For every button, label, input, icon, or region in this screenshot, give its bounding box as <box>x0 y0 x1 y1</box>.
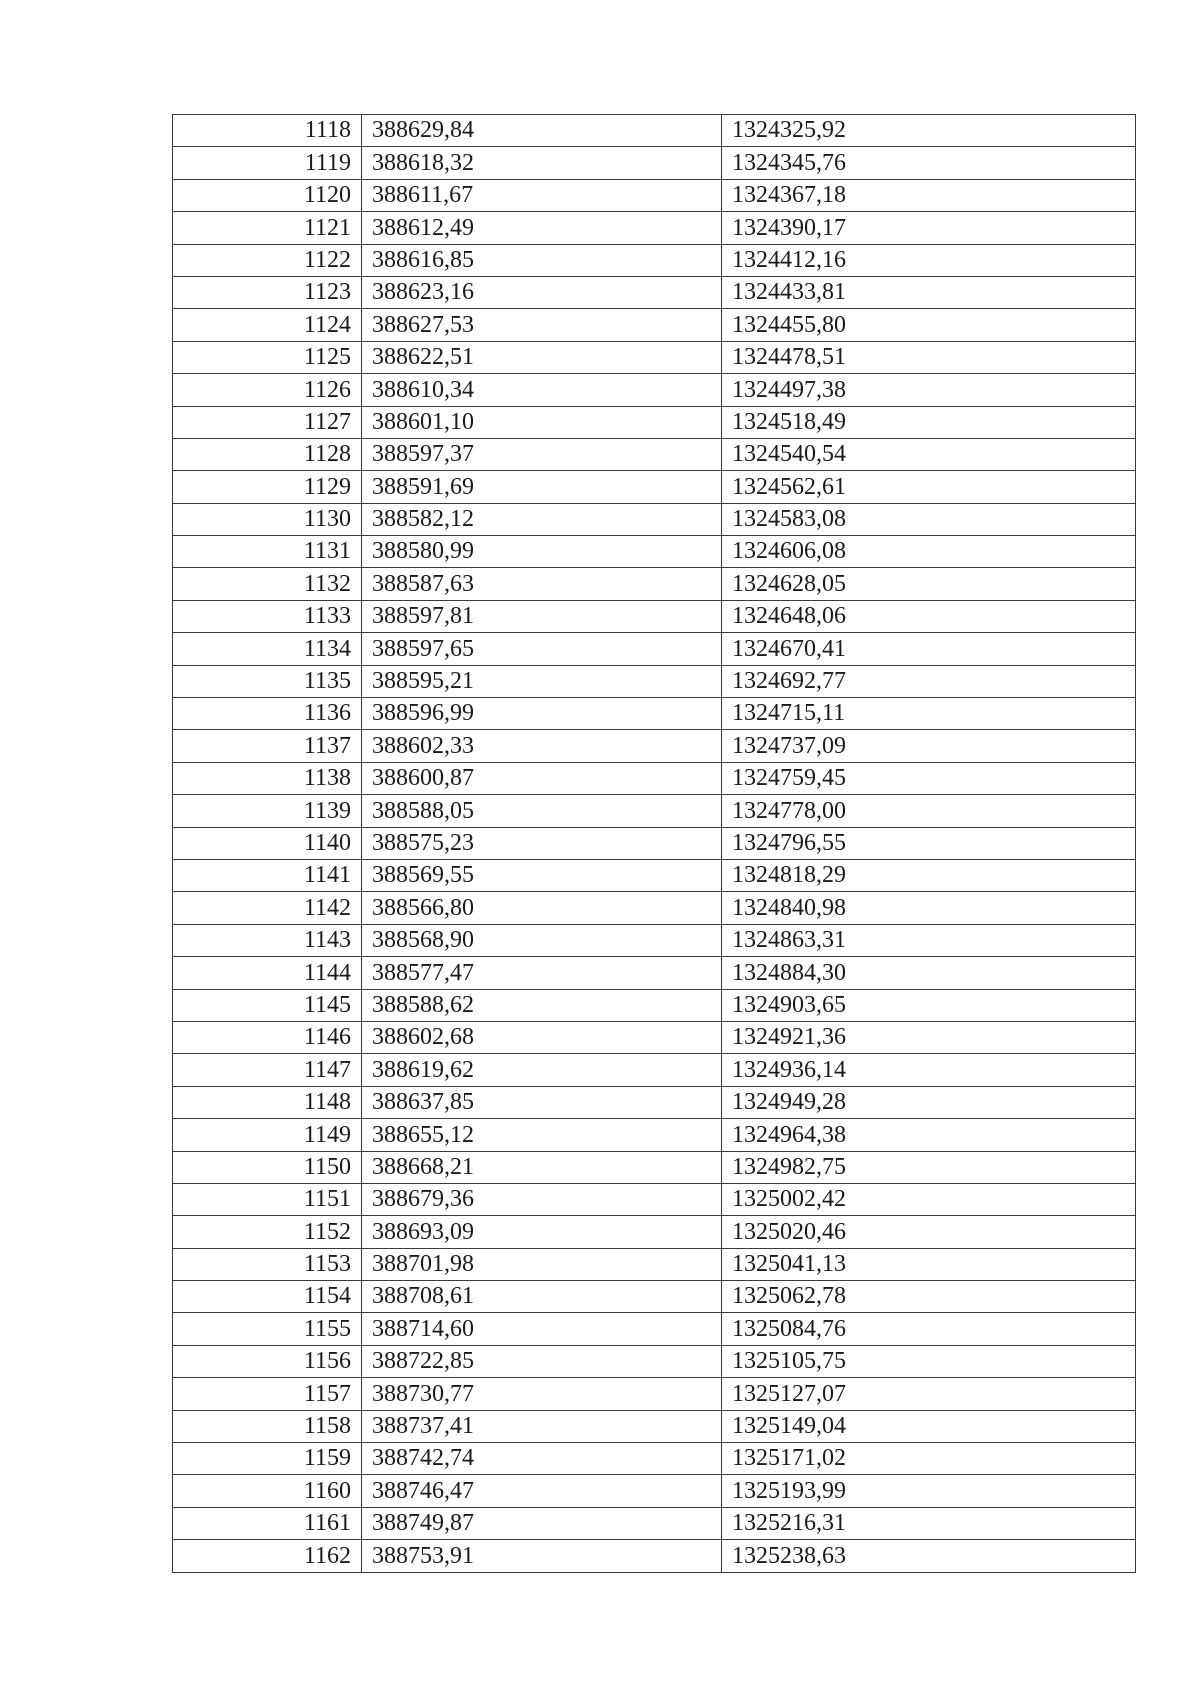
point-number-cell: 1149 <box>173 1119 362 1151</box>
table-row <box>173 1443 1136 1475</box>
y-coordinate-cell: 1324964,38 <box>722 1119 1136 1151</box>
point-number-cell: 1118 <box>173 115 362 147</box>
point-number-cell: 1128 <box>173 438 362 470</box>
point-number-cell: 1123 <box>173 276 362 308</box>
table-row <box>173 179 1136 211</box>
x-coordinate-cell: 388575,23 <box>362 827 722 859</box>
table-row <box>173 892 1136 924</box>
table-row <box>173 989 1136 1021</box>
y-coordinate-cell: 1324778,00 <box>722 795 1136 827</box>
x-coordinate-cell: 388637,85 <box>362 1086 722 1118</box>
x-coordinate-cell: 388722,85 <box>362 1345 722 1377</box>
table-row <box>173 924 1136 956</box>
y-coordinate-cell: 1325002,42 <box>722 1183 1136 1215</box>
y-coordinate-cell: 1325171,02 <box>722 1443 1136 1475</box>
point-number-cell: 1126 <box>173 374 362 406</box>
point-number-cell: 1132 <box>173 568 362 600</box>
point-number-cell: 1122 <box>173 244 362 276</box>
x-coordinate-cell: 388566,80 <box>362 892 722 924</box>
y-coordinate-cell: 1324628,05 <box>722 568 1136 600</box>
point-number-cell: 1160 <box>173 1475 362 1507</box>
table-row <box>173 730 1136 762</box>
table-row <box>173 212 1136 244</box>
table-row <box>173 406 1136 438</box>
point-number-cell: 1150 <box>173 1151 362 1183</box>
coordinates-table-body <box>173 115 1136 1573</box>
x-coordinate-cell: 388591,69 <box>362 471 722 503</box>
point-number-cell: 1135 <box>173 665 362 697</box>
table-row <box>173 600 1136 632</box>
y-coordinate-cell: 1324796,55 <box>722 827 1136 859</box>
table-row <box>173 438 1136 470</box>
y-coordinate-cell: 1324345,76 <box>722 147 1136 179</box>
y-coordinate-cell: 1324648,06 <box>722 600 1136 632</box>
x-coordinate-cell: 388595,21 <box>362 665 722 697</box>
table-row <box>173 762 1136 794</box>
point-number-cell: 1158 <box>173 1410 362 1442</box>
x-coordinate-cell: 388714,60 <box>362 1313 722 1345</box>
table-row <box>173 503 1136 535</box>
point-number-cell: 1154 <box>173 1281 362 1313</box>
table-row <box>173 957 1136 989</box>
x-coordinate-cell: 388623,16 <box>362 276 722 308</box>
x-coordinate-cell: 388597,65 <box>362 633 722 665</box>
point-number-cell: 1127 <box>173 406 362 438</box>
y-coordinate-cell: 1324737,09 <box>722 730 1136 762</box>
y-coordinate-cell: 1324936,14 <box>722 1054 1136 1086</box>
x-coordinate-cell: 388753,91 <box>362 1540 722 1572</box>
x-coordinate-cell: 388742,74 <box>362 1443 722 1475</box>
y-coordinate-cell: 1324390,17 <box>722 212 1136 244</box>
point-number-cell: 1139 <box>173 795 362 827</box>
x-coordinate-cell: 388588,62 <box>362 989 722 1021</box>
x-coordinate-cell: 388577,47 <box>362 957 722 989</box>
point-number-cell: 1161 <box>173 1507 362 1539</box>
y-coordinate-cell: 1324818,29 <box>722 859 1136 891</box>
x-coordinate-cell: 388580,99 <box>362 536 722 568</box>
point-number-cell: 1137 <box>173 730 362 762</box>
point-number-cell: 1138 <box>173 762 362 794</box>
table-row <box>173 374 1136 406</box>
y-coordinate-cell: 1325193,99 <box>722 1475 1136 1507</box>
y-coordinate-cell: 1324478,51 <box>722 341 1136 373</box>
y-coordinate-cell: 1325020,46 <box>722 1216 1136 1248</box>
x-coordinate-cell: 388568,90 <box>362 924 722 956</box>
point-number-cell: 1142 <box>173 892 362 924</box>
table-row <box>173 1507 1136 1539</box>
point-number-cell: 1146 <box>173 1021 362 1053</box>
y-coordinate-cell: 1324540,54 <box>722 438 1136 470</box>
point-number-cell: 1157 <box>173 1378 362 1410</box>
x-coordinate-cell: 388616,85 <box>362 244 722 276</box>
point-number-cell: 1151 <box>173 1183 362 1215</box>
point-number-cell: 1145 <box>173 989 362 1021</box>
x-coordinate-cell: 388746,47 <box>362 1475 722 1507</box>
y-coordinate-cell: 1324412,16 <box>722 244 1136 276</box>
point-number-cell: 1134 <box>173 633 362 665</box>
y-coordinate-cell: 1324367,18 <box>722 179 1136 211</box>
point-number-cell: 1130 <box>173 503 362 535</box>
y-coordinate-cell: 1324670,41 <box>722 633 1136 665</box>
table-row <box>173 536 1136 568</box>
point-number-cell: 1152 <box>173 1216 362 1248</box>
x-coordinate-cell: 388600,87 <box>362 762 722 794</box>
table-row <box>173 827 1136 859</box>
y-coordinate-cell: 1324606,08 <box>722 536 1136 568</box>
point-number-cell: 1159 <box>173 1443 362 1475</box>
y-coordinate-cell: 1324759,45 <box>722 762 1136 794</box>
y-coordinate-cell: 1324921,36 <box>722 1021 1136 1053</box>
table-row <box>173 244 1136 276</box>
point-number-cell: 1162 <box>173 1540 362 1572</box>
y-coordinate-cell: 1325105,75 <box>722 1345 1136 1377</box>
y-coordinate-cell: 1324903,65 <box>722 989 1136 1021</box>
x-coordinate-cell: 388668,21 <box>362 1151 722 1183</box>
table-row <box>173 665 1136 697</box>
point-number-cell: 1155 <box>173 1313 362 1345</box>
point-number-cell: 1124 <box>173 309 362 341</box>
x-coordinate-cell: 388627,53 <box>362 309 722 341</box>
x-coordinate-cell: 388611,67 <box>362 179 722 211</box>
x-coordinate-cell: 388597,37 <box>362 438 722 470</box>
y-coordinate-cell: 1325216,31 <box>722 1507 1136 1539</box>
y-coordinate-cell: 1324325,92 <box>722 115 1136 147</box>
table-row <box>173 568 1136 600</box>
x-coordinate-cell: 388619,62 <box>362 1054 722 1086</box>
x-coordinate-cell: 388587,63 <box>362 568 722 600</box>
table-row <box>173 1054 1136 1086</box>
table-row <box>173 1183 1136 1215</box>
x-coordinate-cell: 388622,51 <box>362 341 722 373</box>
y-coordinate-cell: 1324562,61 <box>722 471 1136 503</box>
x-coordinate-cell: 388679,36 <box>362 1183 722 1215</box>
point-number-cell: 1125 <box>173 341 362 373</box>
table-row <box>173 309 1136 341</box>
point-number-cell: 1121 <box>173 212 362 244</box>
table-row <box>173 698 1136 730</box>
y-coordinate-cell: 1325084,76 <box>722 1313 1136 1345</box>
point-number-cell: 1147 <box>173 1054 362 1086</box>
y-coordinate-cell: 1325127,07 <box>722 1378 1136 1410</box>
x-coordinate-cell: 388588,05 <box>362 795 722 827</box>
table-row <box>173 1410 1136 1442</box>
point-number-cell: 1129 <box>173 471 362 503</box>
x-coordinate-cell: 388602,33 <box>362 730 722 762</box>
table-row <box>173 1540 1136 1572</box>
y-coordinate-cell: 1324433,81 <box>722 276 1136 308</box>
x-coordinate-cell: 388749,87 <box>362 1507 722 1539</box>
point-number-cell: 1136 <box>173 698 362 730</box>
point-number-cell: 1119 <box>173 147 362 179</box>
table-row <box>173 341 1136 373</box>
point-number-cell: 1140 <box>173 827 362 859</box>
x-coordinate-cell: 388610,34 <box>362 374 722 406</box>
x-coordinate-cell: 388601,10 <box>362 406 722 438</box>
x-coordinate-cell: 388597,81 <box>362 600 722 632</box>
x-coordinate-cell: 388582,12 <box>362 503 722 535</box>
x-coordinate-cell: 388596,99 <box>362 698 722 730</box>
point-number-cell: 1133 <box>173 600 362 632</box>
table-row <box>173 1475 1136 1507</box>
x-coordinate-cell: 388730,77 <box>362 1378 722 1410</box>
x-coordinate-cell: 388655,12 <box>362 1119 722 1151</box>
y-coordinate-cell: 1324863,31 <box>722 924 1136 956</box>
point-number-cell: 1156 <box>173 1345 362 1377</box>
x-coordinate-cell: 388737,41 <box>362 1410 722 1442</box>
y-coordinate-cell: 1325238,63 <box>722 1540 1136 1572</box>
table-row <box>173 1021 1136 1053</box>
x-coordinate-cell: 388612,49 <box>362 212 722 244</box>
point-number-cell: 1141 <box>173 859 362 891</box>
table-row <box>173 1216 1136 1248</box>
table-row <box>173 276 1136 308</box>
table-row <box>173 1345 1136 1377</box>
y-coordinate-cell: 1325149,04 <box>722 1410 1136 1442</box>
point-number-cell: 1143 <box>173 924 362 956</box>
table-row <box>173 1378 1136 1410</box>
table-row <box>173 1313 1136 1345</box>
table-row <box>173 147 1136 179</box>
y-coordinate-cell: 1325041,13 <box>722 1248 1136 1280</box>
y-coordinate-cell: 1324583,08 <box>722 503 1136 535</box>
point-number-cell: 1120 <box>173 179 362 211</box>
table-row <box>173 859 1136 891</box>
table-row <box>173 1151 1136 1183</box>
y-coordinate-cell: 1324982,75 <box>722 1151 1136 1183</box>
table-row <box>173 795 1136 827</box>
x-coordinate-cell: 388629,84 <box>362 115 722 147</box>
y-coordinate-cell: 1324518,49 <box>722 406 1136 438</box>
table-row <box>173 1119 1136 1151</box>
table-row <box>173 471 1136 503</box>
x-coordinate-cell: 388602,68 <box>362 1021 722 1053</box>
x-coordinate-cell: 388618,32 <box>362 147 722 179</box>
point-number-cell: 1153 <box>173 1248 362 1280</box>
y-coordinate-cell: 1325062,78 <box>722 1281 1136 1313</box>
x-coordinate-cell: 388701,98 <box>362 1248 722 1280</box>
y-coordinate-cell: 1324840,98 <box>722 892 1136 924</box>
x-coordinate-cell: 388708,61 <box>362 1281 722 1313</box>
y-coordinate-cell: 1324884,30 <box>722 957 1136 989</box>
y-coordinate-cell: 1324715,11 <box>722 698 1136 730</box>
y-coordinate-cell: 1324692,77 <box>722 665 1136 697</box>
table-row <box>173 1086 1136 1118</box>
table-row <box>173 1281 1136 1313</box>
point-number-cell: 1144 <box>173 957 362 989</box>
table-row <box>173 633 1136 665</box>
y-coordinate-cell: 1324949,28 <box>722 1086 1136 1118</box>
point-number-cell: 1131 <box>173 536 362 568</box>
point-number-cell: 1148 <box>173 1086 362 1118</box>
table-row <box>173 1248 1136 1280</box>
table-row <box>173 115 1136 147</box>
y-coordinate-cell: 1324497,38 <box>722 374 1136 406</box>
y-coordinate-cell: 1324455,80 <box>722 309 1136 341</box>
x-coordinate-cell: 388569,55 <box>362 859 722 891</box>
coordinates-table <box>172 114 1136 1573</box>
x-coordinate-cell: 388693,09 <box>362 1216 722 1248</box>
